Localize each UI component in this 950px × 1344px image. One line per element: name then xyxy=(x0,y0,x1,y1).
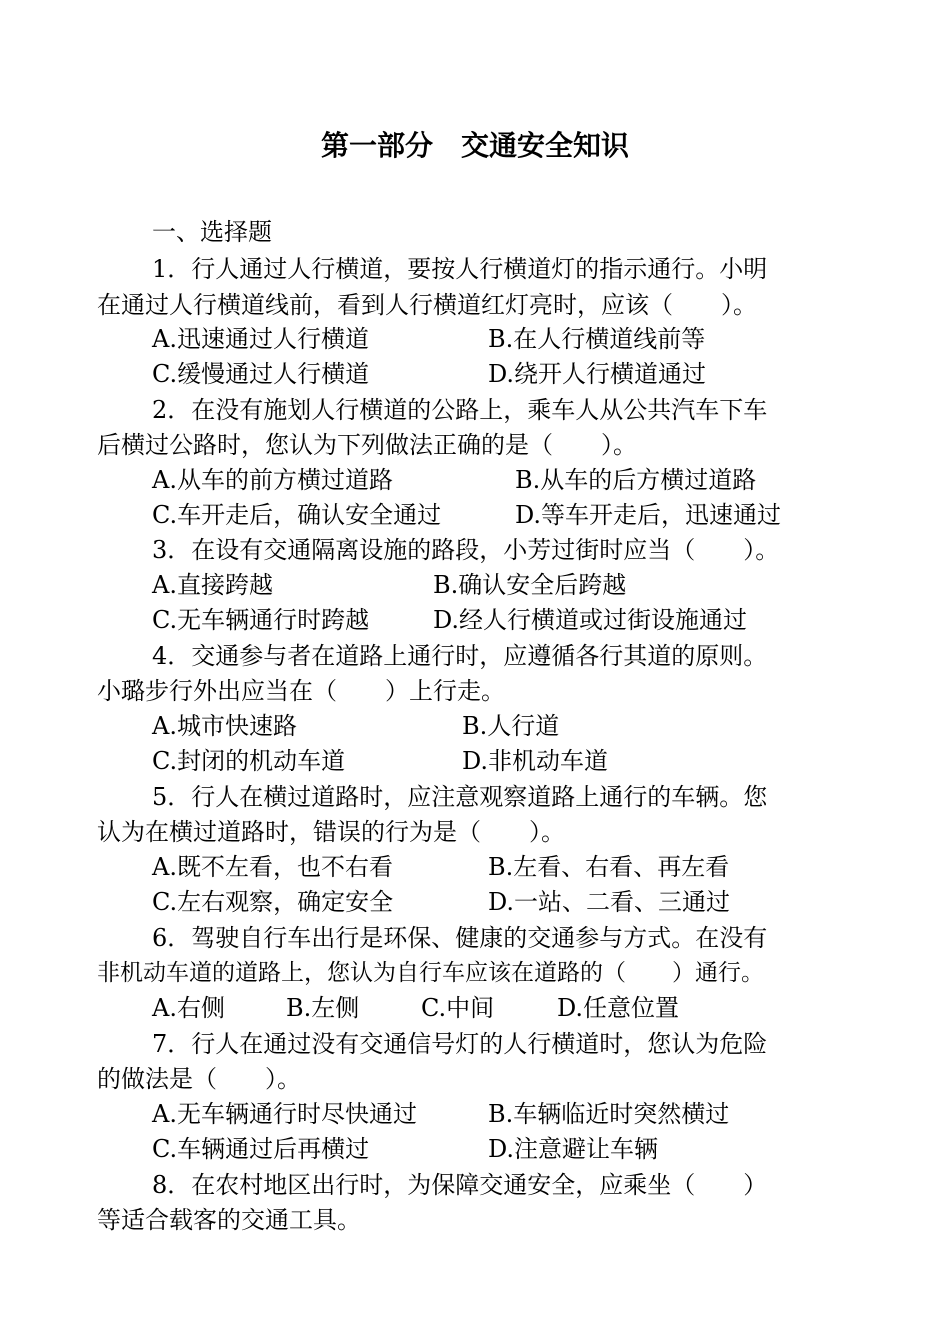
question-4-stem-line2: 小璐步行外出应当在（ ）上行走。 xyxy=(97,677,505,705)
question-1-stem-line2: 在通过人行横道线前，看到人行横道红灯亮时，应该（ ）。 xyxy=(97,291,757,319)
question-3-option-c: C.无车辆通行时跨越 xyxy=(152,606,370,634)
question-6-option-c: C.中间 xyxy=(421,994,495,1022)
question-3-option-a: A.直接跨越 xyxy=(152,571,273,599)
question-5-option-c: C.左右观察，确定安全 xyxy=(152,888,394,916)
question-3-option-d: D.经人行横道或过街设施通过 xyxy=(433,606,748,634)
question-6-option-d: D.任意位置 xyxy=(557,994,680,1022)
question-2-option-a: A.从车的前方横过道路 xyxy=(152,466,393,494)
question-2-option-b: B.从车的后方横过道路 xyxy=(515,466,757,494)
question-1-option-a: A.迅速通过人行横道 xyxy=(152,325,369,353)
question-3-option-b: B.确认安全后跨越 xyxy=(433,571,627,599)
question-2-stem-line2: 后横过公路时，您认为下列做法正确的是（ ）。 xyxy=(97,431,637,459)
page-title: 第一部分 交通安全知识 xyxy=(320,129,629,162)
question-5-option-d: D.一站、二看、三通过 xyxy=(488,888,731,916)
question-7-option-b: B.车辆临近时突然横过 xyxy=(488,1100,730,1128)
section-heading: 一、选择题 xyxy=(152,218,272,246)
question-1-stem-line1: 1．行人通过人行横道，要按人行横道灯的指示通行。小明 xyxy=(152,255,768,283)
question-8-stem-line2: 等适合载客的交通工具。 xyxy=(97,1206,361,1234)
question-8-stem-line1: 8．在农村地区出行时，为保障交通安全，应乘坐（ ） xyxy=(152,1171,768,1199)
question-2-option-c: C.车开走后，确认安全通过 xyxy=(152,501,442,529)
question-6-stem-line1: 6．驾驶自行车出行是环保、健康的交通参与方式。在没有 xyxy=(152,924,768,952)
question-7-stem-line1: 7．行人在通过没有交通信号灯的人行横道时，您认为危险 xyxy=(152,1030,768,1058)
question-7-option-c: C.车辆通过后再横过 xyxy=(152,1135,370,1163)
question-1-option-c: C.缓慢通过人行横道 xyxy=(152,360,370,388)
question-2-stem-line1: 2．在没有施划人行横道的公路上，乘车人从公共汽车下车 xyxy=(152,396,768,424)
question-4-option-c: C.封闭的机动车道 xyxy=(152,747,346,775)
question-7-option-a: A.无车辆通行时尽快通过 xyxy=(152,1100,417,1128)
question-7-option-d: D.注意避让车辆 xyxy=(488,1135,659,1163)
question-5-option-b: B.左看、右看、再左看 xyxy=(488,853,730,881)
question-5-stem-line2: 认为在横过道路时，错误的行为是（ ）。 xyxy=(97,818,565,846)
question-5-option-a: A.既不左看，也不右看 xyxy=(152,853,393,881)
question-1-option-d: D.绕开人行横道通过 xyxy=(488,360,707,388)
question-4-option-a: A.城市快速路 xyxy=(152,712,297,740)
question-6-option-a: A.右侧 xyxy=(152,994,225,1022)
question-4-option-d: D.非机动车道 xyxy=(462,747,609,775)
question-7-stem-line2: 的做法是（ ）。 xyxy=(97,1065,301,1093)
question-2-option-d: D.等车开走后，迅速通过 xyxy=(515,501,782,529)
question-1-option-b: B.在人行横道线前等 xyxy=(488,325,706,353)
question-4-stem-line1: 4．交通参与者在道路上通行时，应遵循各行其道的原则。 xyxy=(152,642,768,670)
question-5-stem-line1: 5．行人在横过道路时，应注意观察道路上通行的车辆。您 xyxy=(152,783,768,811)
question-4-option-b: B.人行道 xyxy=(462,712,560,740)
question-3-stem-line1: 3．在设有交通隔离设施的路段，小芳过街时应当（ ）。 xyxy=(152,536,780,564)
question-6-option-b: B.左侧 xyxy=(286,994,360,1022)
question-6-stem-line2: 非机动车道的道路上，您认为自行车应该在道路的（ ）通行。 xyxy=(97,960,764,986)
